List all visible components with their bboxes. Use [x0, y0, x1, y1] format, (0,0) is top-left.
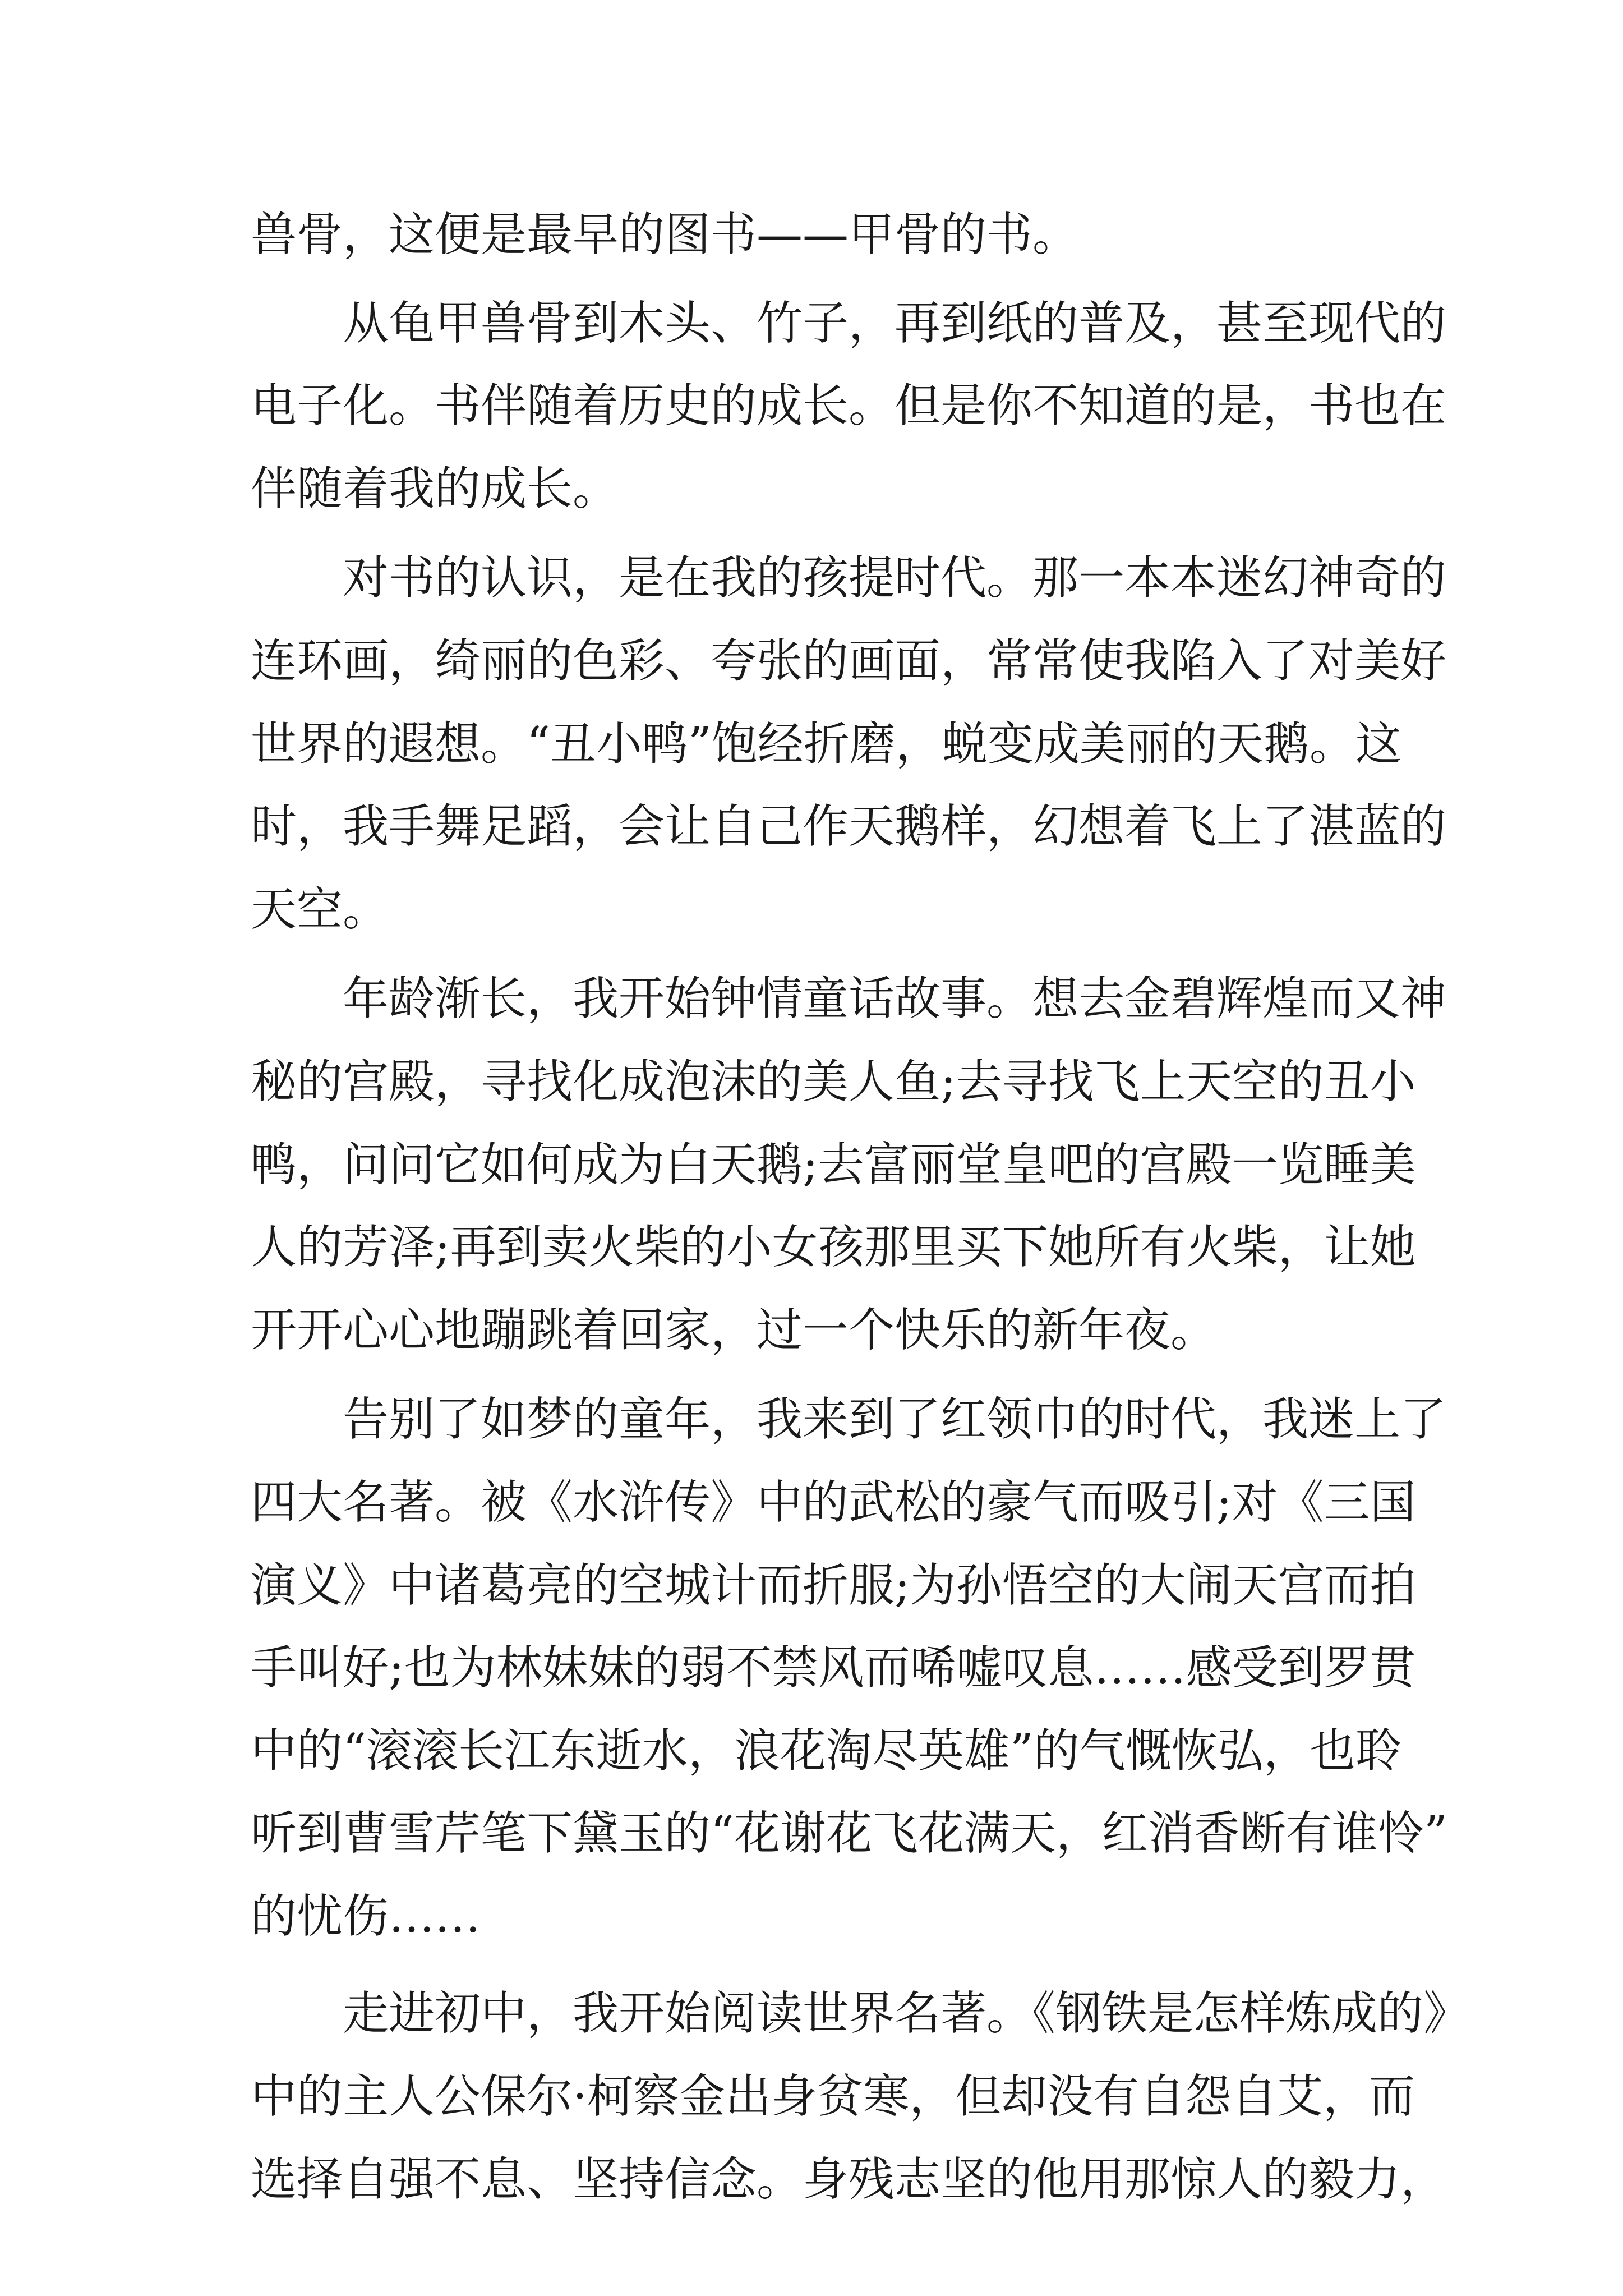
paragraph — [251, 194, 1389, 277]
text-line: 的忧伤…… — [251, 1889, 481, 1943]
text-line: 四大名著。被《水浒传》中的武松的豪气而吸引;对《三国 — [251, 1475, 1416, 1529]
text-line: 电子化。书伴随着历史的成长。但是你不知道的是，书也在 — [251, 379, 1447, 433]
text-line: 兽骨，这便是最早的图书——甲骨的书。 — [251, 208, 1079, 261]
text-line: 中的“滚滚长江东逝水，浪花淘尽英雄”的气慨恢弘，也聆 — [251, 1724, 1401, 1778]
text-line: 告别了如梦的童年，我来到了红领巾的时代，我迷上了 — [343, 1393, 1447, 1447]
paragraph — [251, 958, 1447, 1372]
text-line: 时，我手舞足蹈，会让自己作天鹅样，幻想着飞上了湛蓝的 — [251, 800, 1447, 854]
paragraph — [251, 282, 1447, 531]
text-line: 秘的宫殿，寻找化成泡沫的美人鱼;去寻找飞上天空的丑小 — [251, 1055, 1416, 1108]
text-line: 演义》中诸葛亮的空城计而折服;为孙悟空的大闹天宫而拍 — [251, 1558, 1416, 1612]
paragraph — [251, 537, 1447, 951]
essay-body — [251, 194, 1470, 2221]
text-line: 选择自强不息、坚持信念。身残志坚的他用那惊人的毅力， — [251, 2152, 1447, 2206]
paragraph — [251, 1378, 1447, 1958]
text-line: 年龄渐长，我开始钟情童话故事。想去金碧辉煌而又神 — [343, 972, 1447, 1026]
text-line: 天空。 — [251, 882, 389, 936]
text-line: 伴随着我的成长。 — [251, 462, 619, 516]
text-line: 对书的认识，是在我的孩提时代。那一本本迷幻神奇的 — [343, 551, 1447, 605]
text-line: 从龟甲兽骨到木头、竹子，再到纸的普及，甚至现代的 — [343, 296, 1447, 350]
paragraph — [251, 1972, 1470, 2221]
text-line: 开开心心地蹦跳着回家，过一个快乐的新年夜。 — [251, 1303, 1217, 1357]
text-line: 鸭，问问它如何成为白天鹅;去富丽堂皇吧的宫殿一览睡美 — [251, 1138, 1416, 1191]
text-line: 人的芳泽;再到卖火柴的小女孩那里买下她所有火柴，让她 — [251, 1221, 1416, 1274]
text-line: 连环画，绮丽的色彩、夸张的画面，常常使我陷入了对美好 — [251, 634, 1447, 688]
text-line: 听到曹雪芹笔下黛玉的“花谢花飞花满天，红消香断有谁怜” — [251, 1807, 1447, 1861]
text-line: 手叫好;也为林妹妹的弱不禁风而唏嘘叹息……感受到罗贯 — [251, 1641, 1416, 1695]
text-line: 世界的遐想。“丑小鸭”饱经折磨，蜕变成美丽的天鹅。这 — [251, 717, 1401, 771]
text-line: 走进初中，我开始阅读世界名著。《钢铁是怎样炼成的》 — [343, 1987, 1470, 2041]
text-line: 中的主人公保尔·柯察金出身贫寒，但却没有自怨自艾，而 — [251, 2070, 1415, 2124]
